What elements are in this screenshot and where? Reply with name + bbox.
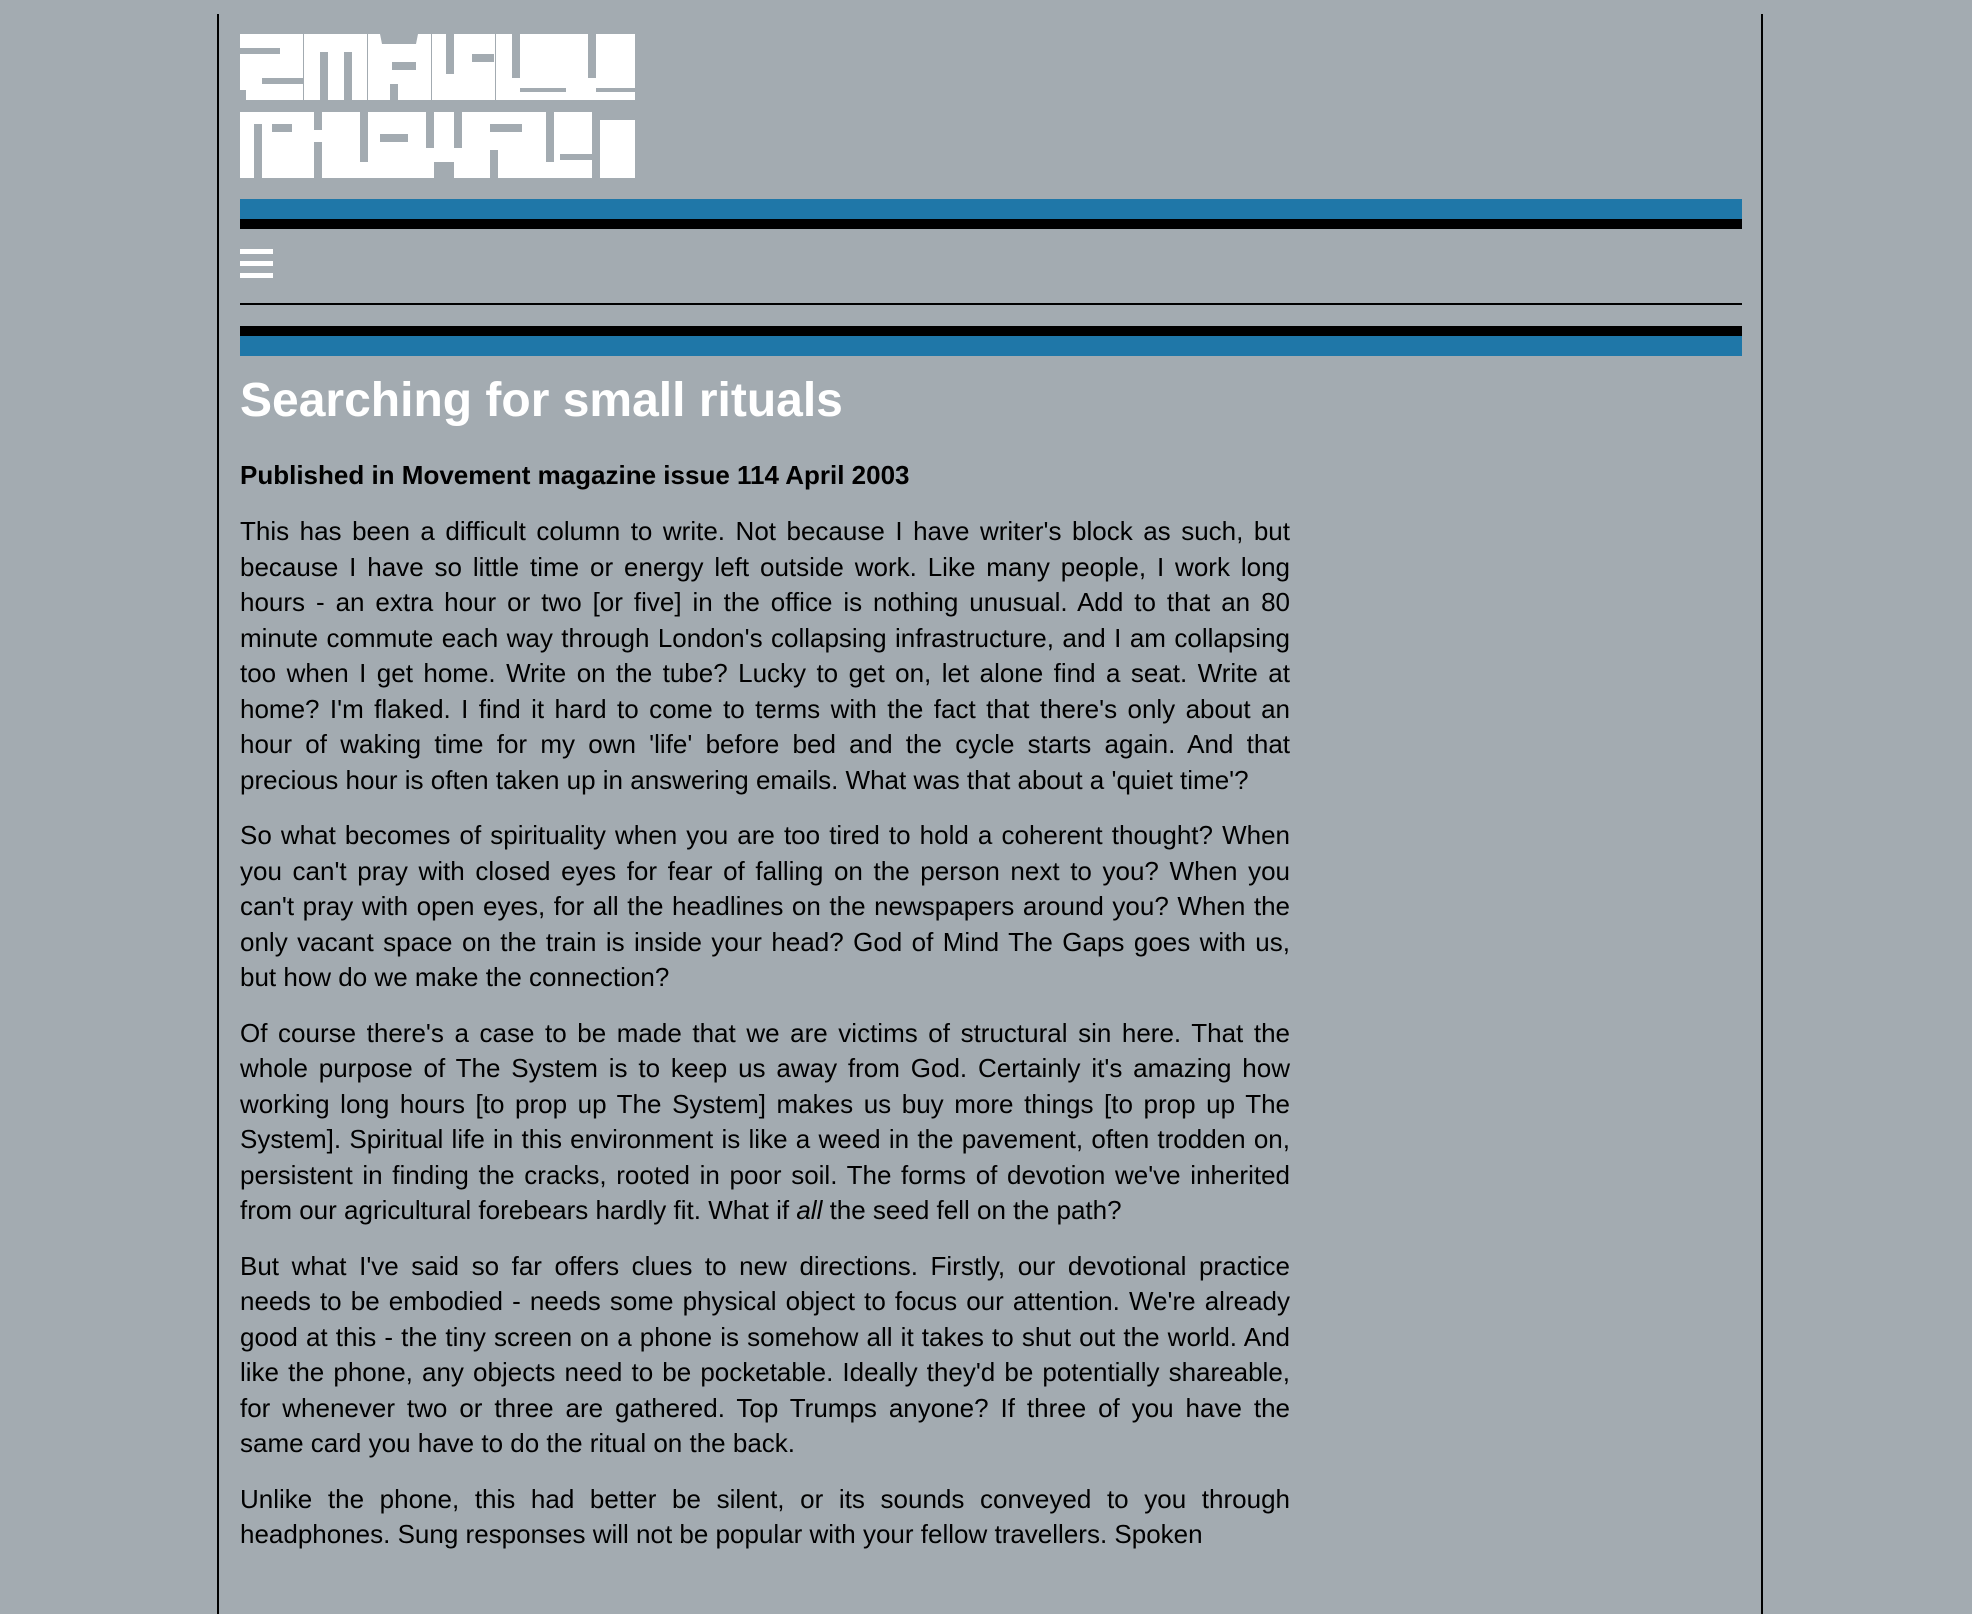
article-paragraph: So what becomes of spirituality when you are too tired to hold a coherent thought? When you can't pray with closed eyes for fear of falling on the person next to you? When you can't pray with open eyes, for all the headlines on the newspapers around you? When the only vacant space on the train is inside your head? God of Mind The Gaps goes with us, but how do we make the connection? (240, 820, 1290, 992)
nav-blue-bar (240, 336, 1742, 356)
paragraph-text: the seed fell on the path? (822, 1195, 1122, 1225)
article-title: Searching for small rituals (240, 374, 843, 427)
article-paragraph: This has been a difficult column to write. Not because I have writer's block as such, but because I have so little time or energy left outside work. Like many people, I work long hours - an extra hour or two [or five] in the office is nothing unusual. Add to that an 80 minute commute each way through London's collapsing infrastructure, and I am collapsing too when I get home. Write on the tube? Lucky to get on, let alone find a seat. Write at home? I'm flaked. I find it hard to come to terms with the fact that there's only about an hour of waking time for my own 'life' before bed and the cycle starts again. And that precious hour is often taken up in answering emails. What was that about a 'quiet time'? (240, 516, 1290, 795)
article-subtitle: Published in Movement magazine issue 114 April 2003 (240, 460, 910, 490)
menu-icon-line (240, 273, 273, 278)
site-logo[interactable] (240, 34, 635, 178)
menu-icon-line (240, 249, 273, 254)
nav-black-bar (240, 326, 1742, 336)
emphasis-text: all (796, 1195, 823, 1225)
article-paragraph: But what I've said so far offers clues to new directions. Firstly, our devotional practice needs to be embodied - needs some physical object to focus our attention. We're already good at this - the tiny screen on a phone is somehow all it takes to shut out the world. And like the phone, any objects need to be pocketable. Ideally they'd be potentially shareable, for whenever two or three are gathered. Top Trumps anyone? If three of you have the same card you have to do the ritual on the back. (240, 1250, 1290, 1458)
divider (240, 303, 1742, 305)
page-frame (217, 14, 1763, 1614)
header-black-bar (240, 219, 1742, 229)
article-body (240, 514, 1290, 1573)
article-paragraph (240, 1016, 1290, 1229)
article-paragraph: Unlike the phone, this had better be silent, or its sounds conveyed to you through headphones. Sung responses will not be popular with your fellow travellers. Spoken (240, 1483, 1290, 1549)
header-blue-bar (240, 199, 1742, 219)
hamburger-menu-icon[interactable] (240, 249, 273, 279)
menu-icon-line (240, 261, 273, 266)
paragraph-text: Of course there's a case to be made that we are victims of structural sin here. That the whole purpose of The System is to keep us away from God. Certainly it's amazing how working long hours [to prop up The System] makes us buy more things [to prop up The System]. Spiritual life in this environment is like a weed in the pavement, often trodden on, persistent in finding the cracks, rooted in poor soil. The forms of devotion we've inherited from our agricultural forebears hardly fit. What if (240, 1017, 1290, 1225)
